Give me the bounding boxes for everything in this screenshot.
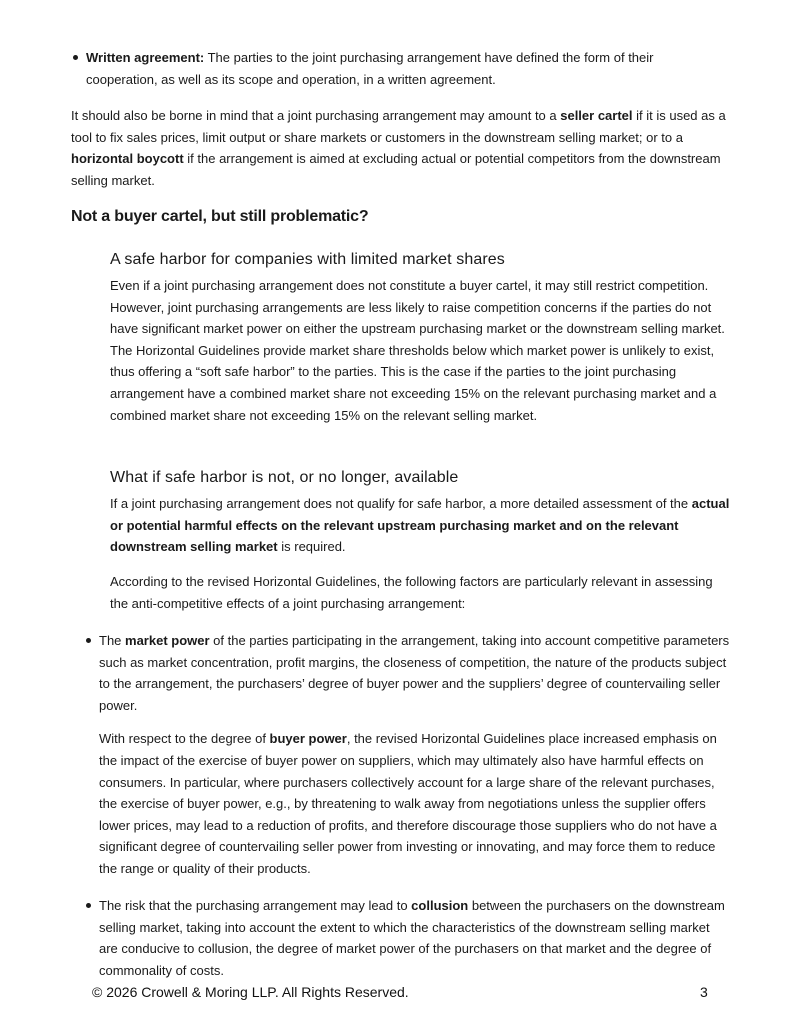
bullet-market-power-text: The market power of the parties participating in the arrangement, taking into account competitive parameters such as market concentration, profit margins, the closeness of competition, the nature of the products subject to the arrangement, the purchasers’ degree of buyer power and the suppliers’ degree of countervailing seller power. (99, 633, 730, 713)
paragraph-factors-intro: According to the revised Horizontal Guidelines, the following factors are particularly relevant in assessing the anti-competitive effects of a joint purchasing arrangement: (110, 574, 713, 611)
paragraph-detailed-assessment: If a joint purchasing arrangement does not qualify for safe harbor, a more detailed assessment of the actual or potential harmful effects on the relevant upstream purchasing market and on the relevant downstream selling market is required. (110, 496, 730, 555)
footer-copyright: © 2026 Crowell & Moring LLP. All Rights Reserved. (92, 984, 409, 1000)
bullet-collusion-text: The risk that the purchasing arrangement may lead to collusion between the purchasers on the downstream selling market, taking into account the extent to which the characteristics of the downstream selling market are conducive to collusion, the degree of market power of the purchasers on that market and the degree of commonality of costs. (99, 898, 725, 978)
heading-safe-harbor: A safe harbor for companies with limited market shares (110, 251, 505, 268)
bullet-dot (86, 903, 91, 908)
paragraph-safe-harbor: Even if a joint purchasing arrangement does not constitute a buyer cartel, it may still restrict competition. However, joint purchasing arrangements are less likely to raise competition concerns if the parties do not have significant market power on either the upstream purchasing market or the downstream selling market. The Horizontal Guidelines provide market share thresholds below which market power is unlikely to exist, thus offering a “soft safe harbor” to the parties. This is the case if the parties to the joint purchasing arrangement have a combined market share not exceeding 15% on the relevant purchasing market and a combined market share not exceeding 15% on the relevant selling market. (110, 278, 725, 423)
bullet-dot (86, 638, 91, 643)
term-collusion: collusion (411, 898, 469, 913)
bullet-collusion (99, 895, 731, 981)
term-written-agreement: Written agreement: (86, 50, 205, 65)
bullet-written-agreement (86, 47, 726, 90)
term-buyer-power: buyer power (269, 731, 347, 747)
heading-no-safe-harbor: What if safe harbor is not, or no longer, available (110, 469, 459, 486)
term-harmful-effects: actual or potential harmful effects on the relevant upstream purchasing market and on the relevant downstream selling market (110, 496, 730, 555)
bullet-written-agreement-text: Written agreement: The parties to the joint purchasing arrangement have defined the form of their cooperation, as well as its scope and operation, in a written agreement. (86, 50, 654, 87)
bullet-dot (73, 55, 78, 60)
footer-page-number: 3 (700, 984, 708, 1000)
paragraph-buyer-power: With respect to the degree of buyer power, the revised Horizontal Guidelines place increased emphasis on the impact of the exercise of buyer power on suppliers, which may ultimately also have harmful effects on consumers. In particular, where purchasers collectively account for a large share of the relevant purchases, the exercise of buyer power, e.g., by threatening to walk away from negotiations unless the supplier offers lower prices, may lead to a reduction of profits, and therefore discourage those suppliers who do not have a significant degree of countervailing seller power from investing or innovating, and may force them to reduce the range or quality of their products. (99, 731, 717, 876)
term-seller-cartel: seller cartel (560, 108, 633, 123)
term-horizontal-boycott: horizontal boycott (71, 151, 184, 167)
heading-not-buyer-cartel: Not a buyer cartel, but still problematic? (71, 208, 369, 225)
term-market-power: market power (125, 633, 210, 648)
paragraph-seller-cartel: It should also be borne in mind that a joint purchasing arrangement may amount to a seller cartel if it is used as a tool to fix sales prices, limit output or share markets or customers in the downstream selling market; or to a horizontal boycott if the arrangement is aimed at excluding actual or potential competitors from the downstream selling market. (71, 108, 726, 188)
bullet-market-power (99, 630, 731, 880)
